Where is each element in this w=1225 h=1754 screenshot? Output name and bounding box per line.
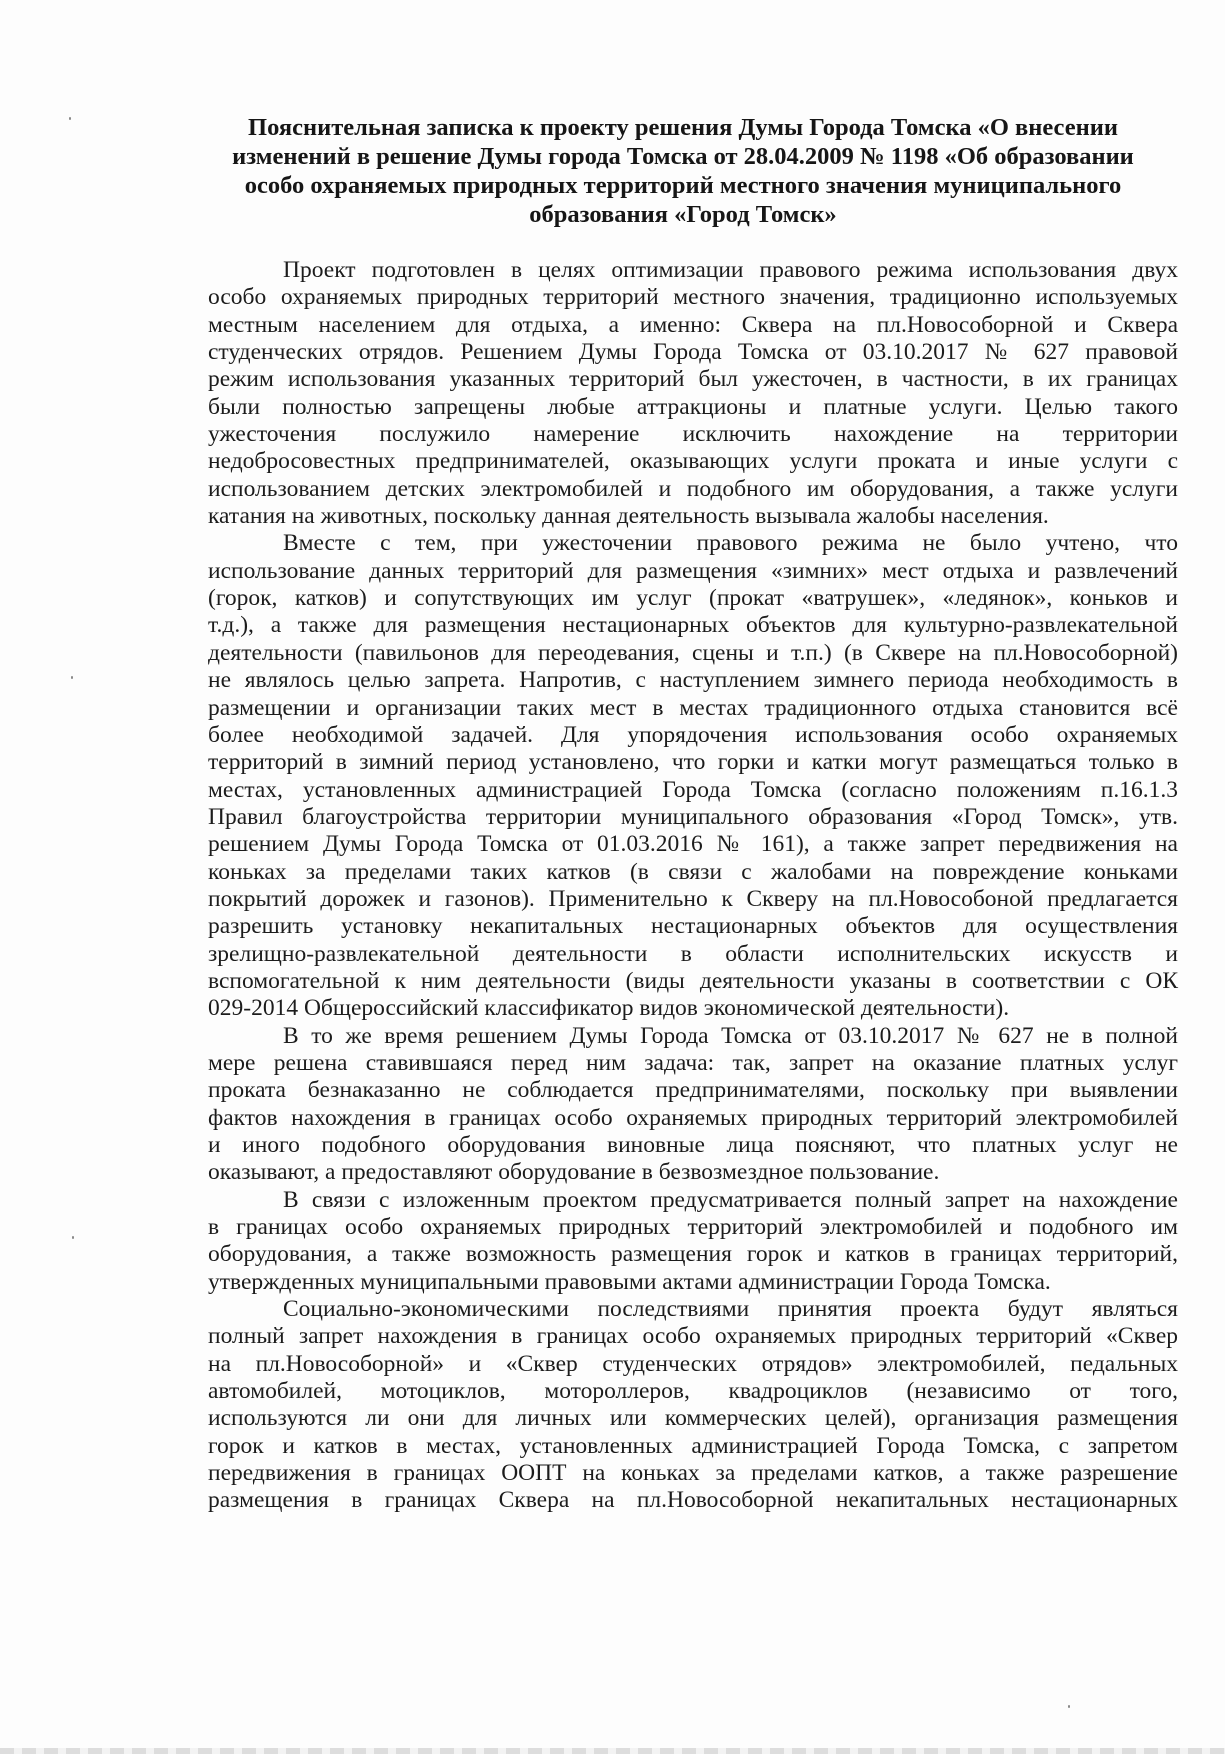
text-line: местным населением для отдыха, а именно: Сквера на пл.Новособорной и Сквера — [208, 311, 1178, 338]
document-body — [208, 257, 1178, 1515]
text-line: решением Думы Города Томска от 01.03.2016 № 161), а также запрет передвижения на — [208, 831, 1178, 858]
text-line: ужесточения послужило намерение исключить нахождение на территории — [208, 421, 1178, 448]
text-line: разрешить установку некапитальных нестационарных объектов для осуществления — [208, 913, 1178, 940]
title-line: образования «Город Томск» — [529, 201, 837, 228]
text-line: передвижения в границах ООПТ на коньках за пределами катков, а также разрешение — [208, 1460, 1178, 1487]
title-line: особо охраняемых природных территорий местного значения муниципального — [244, 172, 1122, 199]
scan-speck — [1068, 1705, 1070, 1708]
title-line: Пояснительная записка к проекту решения Думы Города Томска «О внесении — [248, 114, 1118, 141]
text-line: фактов нахождения в границах особо охраняемых природных территорий электромобилей — [208, 1104, 1178, 1131]
text-line: территорий в зимний период установлено, что горки и катки могут размещаться только в — [208, 749, 1178, 776]
paragraph — [208, 1187, 1178, 1296]
text-line: зрелищно-развлекательной деятельности в области исполнительских искусств и — [208, 940, 1178, 967]
text-line: использованием детских электромобилей и подобного им оборудования, а также услуги — [208, 475, 1178, 502]
text-line: утвержденных муниципальными правовыми актами администрации Города Томска. — [208, 1268, 1051, 1295]
text-line: использование данных территорий для размещения «зимних» мест отдыха и развлечений — [208, 557, 1178, 584]
scan-speck — [72, 1236, 74, 1239]
text-line: Правил благоустройства территории муниципального образования «Город Томск», утв. — [208, 803, 1178, 830]
paragraph — [208, 1296, 1178, 1515]
text-line: особо охраняемых природных территорий местного значения, традиционно используемых — [208, 284, 1178, 311]
text-line: т.д.), а также для размещения нестационарных объектов для культурно-развлекательной — [208, 612, 1178, 639]
scan-speck — [69, 117, 71, 120]
text-line: режим использования указанных территорий был ужесточен, в частности, в их границах — [208, 366, 1178, 393]
text-line: недобросовестных предпринимателей, оказывающих услуги проката и иные услуги с — [208, 448, 1178, 475]
text-line: проката безнаказанно не соблюдается предпринимателями, поскольку при выявлении — [208, 1077, 1178, 1104]
text-line: Вместе с тем, при ужесточении правового режима не было учтено, что — [283, 530, 1178, 557]
text-line: горок и катков в местах, установленных администрацией Города Томска, с запретом — [208, 1432, 1178, 1459]
document-title — [218, 113, 1148, 229]
text-line: мере решена ставившаяся перед ним задача: так, запрет на оказание платных услуг — [208, 1049, 1178, 1076]
scan-edge — [0, 1748, 1225, 1754]
text-line: оборудования, а также возможность размещения горок и катков в границах территорий, — [208, 1241, 1178, 1268]
text-line: В то же время решением Думы Города Томска от 03.10.2017 № 627 не в полной — [283, 1022, 1178, 1049]
text-line: автомобилей, мотоциклов, мотороллеров, квадроциклов (независимо от того, — [208, 1378, 1178, 1405]
paragraph — [208, 257, 1178, 530]
text-line: 029-2014 Общероссийский классификатор видов экономической деятельности). — [208, 995, 1010, 1022]
text-line: покрытий дорожек и газонов). Применительно к Скверу на пл.Новособоной предлагается — [208, 885, 1178, 912]
text-line: в границах особо охраняемых природных территорий электромобилей и подобного им — [208, 1214, 1178, 1241]
scan-speck — [71, 676, 73, 679]
text-line: размещения в границах Сквера на пл.Новособорной некапитальных нестационарных — [208, 1487, 1178, 1514]
text-line: не являлось целью запрета. Напротив, с наступлением зимнего периода необходимость в — [208, 667, 1178, 694]
text-line: местах, установленных администрацией Города Томска (согласно положениям п.16.1.3 — [208, 776, 1178, 803]
paragraph — [208, 530, 1178, 1022]
text-line: полный запрет нахождения в границах особо охраняемых природных территорий «Сквер — [208, 1323, 1178, 1350]
text-line: были полностью запрещены любые аттракционы и платные услуги. Целью такого — [208, 393, 1178, 420]
text-line: коньках за пределами таких катков (в связи с жалобами на повреждение коньками — [208, 858, 1178, 885]
title-line: изменений в решение Думы города Томска от 28.04.2009 № 1198 «Об образовании — [232, 143, 1134, 170]
text-line: вспомогательной к ним деятельности (виды деятельности указаны в соответствии с ОК — [208, 967, 1178, 994]
text-line: В связи с изложенным проектом предусматривается полный запрет на нахождение — [283, 1186, 1178, 1213]
text-line: размещении и организации таких мест в местах традиционного отдыха становится всё — [208, 694, 1178, 721]
text-line: используются ли они для личных или коммерческих целей), организация размещения — [208, 1405, 1178, 1432]
text-line: (горок, катков) и сопутствующих им услуг (прокат «ватрушек», «ледянок», коньков и — [208, 585, 1178, 612]
text-line: на пл.Новособорной» и «Сквер студенческих отрядов» электромобилей, педальных — [208, 1350, 1178, 1377]
text-line: деятельности (павильонов для переодевания, сцены и т.п.) (в Сквере на пл.Новособорной) — [208, 639, 1178, 666]
text-line: студенческих отрядов. Решением Думы Города Томска от 03.10.2017 № 627 правовой — [208, 339, 1178, 366]
text-line: оказывают, а предоставляют оборудование в безвозмездное пользование. — [208, 1159, 940, 1186]
text-line: более необходимой задачей. Для упорядочения использования особо охраняемых — [208, 721, 1178, 748]
text-line: Проект подготовлен в целях оптимизации правового режима использования двух — [283, 257, 1178, 283]
text-line: катания на животных, поскольку данная деятельность вызывала жалобы населения. — [208, 503, 1049, 530]
text-line: и иного подобного оборудования виновные лица поясняют, что платных услуг не — [208, 1132, 1178, 1158]
paragraph — [208, 1023, 1178, 1187]
text-line: Социально-экономическими последствиями принятия проекта будут являться — [283, 1296, 1178, 1323]
